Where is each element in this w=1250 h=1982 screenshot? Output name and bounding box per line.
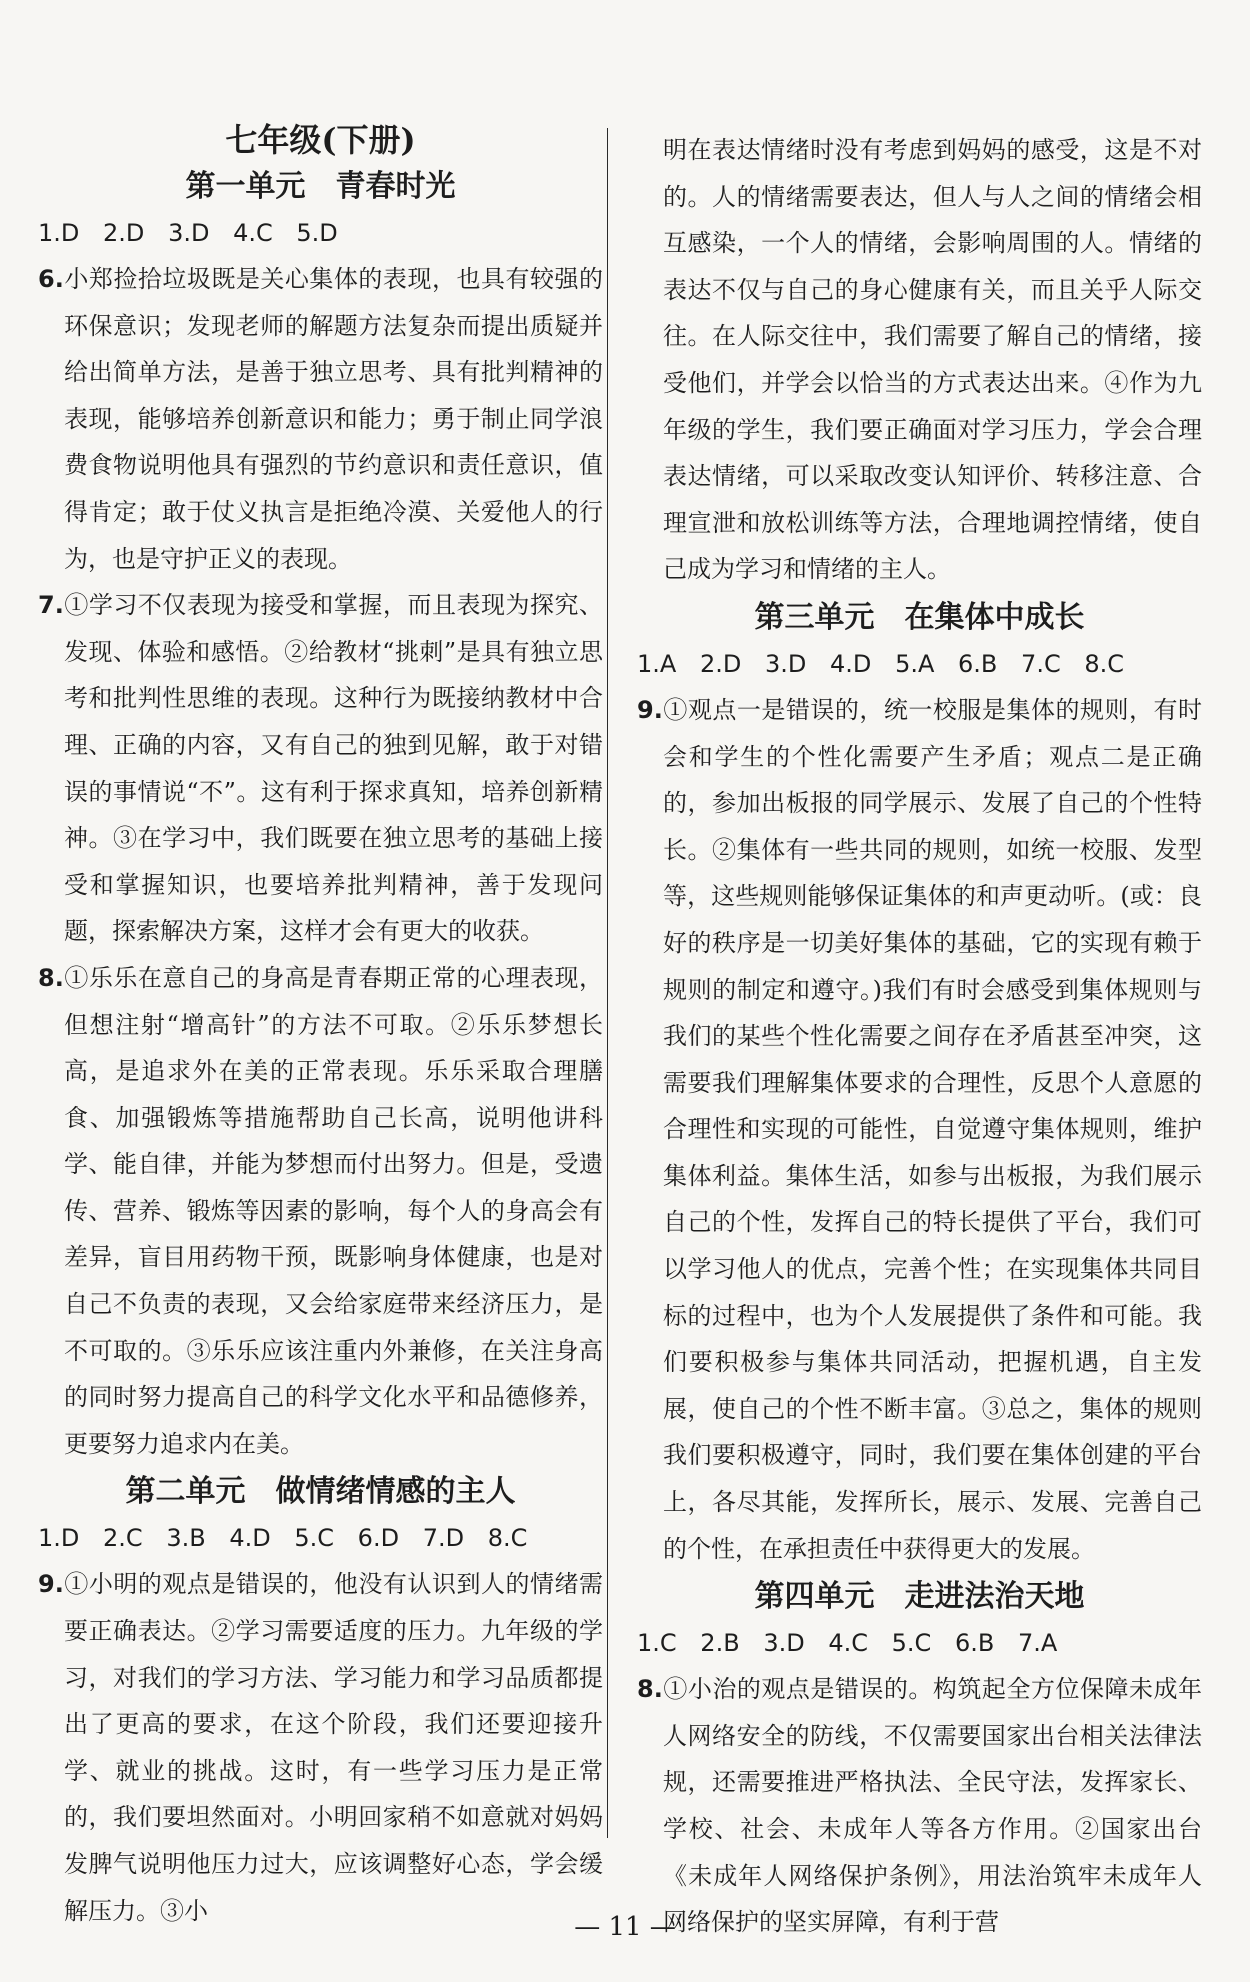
mc-answer: 7.C [1021, 649, 1061, 678]
unit1-q6 [38, 256, 603, 582]
grade-title: 七年级(下册) [225, 121, 416, 159]
mc-answer: 5.D [296, 219, 338, 247]
unit3-q9 [637, 687, 1202, 1572]
mc-answer: 4.D [229, 1524, 271, 1553]
question-number: 8. [637, 1675, 663, 1704]
unit3-mc-answers [637, 645, 1202, 683]
question-number: 6. [38, 265, 64, 293]
mc-answer: 1.D [38, 219, 80, 247]
mc-answer: 7.A [1017, 1629, 1058, 1658]
mc-answer: 1.C [637, 1629, 677, 1658]
mc-answer: 5.C [294, 1524, 335, 1553]
answer-text: ①学习不仅表现为接受和掌握，而且表现为探究、发现、体验和感悟。②给教材“挑刺”是具有独立思考和批判性思维的表现。这种行为既接纳教材中合理、正确的内容，又有自己的独到见解，敢于对错误的事情说“不”。这有利于探求真知，培养创新精神。③在学习中，我们既要在独立思考的基础上接受和掌握知识，也要培养批判精神，善于发现问题，探索解决方案，这样才会有更大的收获。 [63, 591, 603, 946]
unit2-mc-answers [38, 1519, 603, 1557]
mc-answer: 7.D [422, 1524, 465, 1553]
answer-text: ①小治的观点是错误的。构筑起全方位保障未成年人网络安全的防线，不仅需要国家出台相关法律法规，还需要推进严格执法、全民守法，发挥家长、学校、社会、未成年人等各方作用。②国家出台《未成年人网络保护条例》，用法治筑牢未成年人网络保护的坚实屏障，有利于营 [662, 1675, 1202, 1937]
unit4-q8 [637, 1666, 1202, 1946]
answer-text: ①小明的观点是错误的，他没有认识到人的情绪需要正确表达。②学习需要适度的压力。九年级的学习，对我们的学习方法、学习能力和学习品质都提出了更高的要求，在这个阶段，我们还要迎接升学、就业的挑战。这时，有一些学习压力是正常的，我们要坦然面对。小明回家稍不如意就对妈妈发脾气说明他压力过大，应该调整好心态，学会缓解压力。③小 [63, 1570, 603, 1925]
mc-answer: 8.C [1084, 649, 1124, 678]
right-column [637, 127, 1202, 1946]
mc-answer: 6.D [357, 1524, 400, 1553]
mc-answer: 6.B [954, 1629, 995, 1658]
column-divider [607, 128, 608, 1838]
unit4-title: 第四单元 走进法治天地 [754, 1579, 1085, 1615]
mc-answer: 8.C [487, 1524, 528, 1553]
mc-answer: 3.D [765, 649, 807, 678]
mc-answer: 1.D [38, 1524, 80, 1553]
mc-answer: 4.C [233, 219, 273, 247]
question-number: 9. [38, 1570, 64, 1599]
mc-answer: 4.C [828, 1629, 868, 1658]
mc-answer: 5.C [891, 1629, 932, 1658]
mc-answer: 4.D [830, 649, 872, 678]
question-number: 7. [38, 591, 64, 620]
unit2-title: 第二单元 做情绪情感的主人 [125, 1474, 516, 1510]
question-number: 8. [38, 963, 64, 992]
mc-answer: 2.D [699, 649, 742, 678]
answer-text: ①观点一是错误的，统一校服是集体的规则，有时会和学生的个性化需要产生矛盾；观点二是正确的，参加出板报的同学展示、发展了自己的个性特长。②集体有一些共同的规则，如统一校服、发型等，这些规则能够保证集体的和声更动听。(或：良好的秩序是一切美好集体的基础，它的实现有赖于规则的制定和遵守。)我们有时会感受到集体规则与我们的某些个性化需要之间存在矛盾甚至冲突，这需要我们理解集体要求的合理性，反思个人意愿的合理性和实现的可能性，自觉遵守集体规则，维护集体利益。集体生活，如参与出板报，为我们展示自己的个性，发挥自己的特长提供了平台，我们可以学习他人的优点，完善个性；在实现集体共同目标的过程中，也为个人发展提供了条件和可能。我们要积极参与集体共同活动，把握机遇，自主发展，使自己的个性不断丰富。③总之，集体的规则我们要积极遵守，同时，我们要在集体创建的平台上，各尽其能，发挥所长，展示、发展、完善自己的个性，在承担责任中获得更大的发展。 [662, 695, 1202, 1563]
mc-answer: 2.D [103, 219, 145, 247]
unit1-q8 [38, 955, 603, 1468]
mc-answer: 6.B [958, 649, 998, 678]
unit4-mc-answers [637, 1624, 1202, 1662]
mc-answer: 1.A [637, 649, 677, 678]
answer-text: ①乐乐在意自己的身高是青春期正常的心理表现，但想注射“增高针”的方法不可取。②乐乐梦想长高，是追求外在美的正常表现。乐乐采取合理膳食、加强锻炼等措施帮助自己长高，说明他讲科学、能自律，并能为梦想而付出努力。但是，受遗传、营养、锻炼等因素的影响，每个人的身高会有差异，盲目用药物干预，既影响身体健康，也是对自己不负责的表现，又会给家庭带来经济压力，是不可取的。③乐乐应该注重内外兼修，在关注身高的同时努力提高自己的科学文化水平和品德修养，更要努力追求内在美。 [63, 963, 603, 1458]
left-column [38, 118, 603, 1934]
mc-answer: 3.B [166, 1524, 206, 1553]
mc-answer: 3.D [168, 219, 210, 247]
question-number: 9. [637, 695, 663, 724]
unit1-mc-answers [38, 214, 603, 252]
mc-answer: 2.B [700, 1629, 740, 1658]
unit1-title: 第一单元 青春时光 [185, 169, 456, 204]
answer-text: 小郑捡拾垃圾既是关心集体的表现，也具有较强的环保意识；发现老师的解题方法复杂而提出质疑并给出简单方法，是善于独立思考、具有批判精神的表现，能够培养创新意识和能力；勇于制止同学浪费食物说明他具有强烈的节约意识和责任意识，值得肯定；敢于仗义执言是拒绝冷漠、关爱他人的行为，也是守护正义的表现。 [63, 265, 603, 573]
page-number: — 11 — [574, 1912, 676, 1942]
unit2-q9-continued: 明在表达情绪时没有考虑到妈妈的感受，这是不对的。人的情绪需要表达，但人与人之间的情绪会相互感染，一个人的情绪，会影响周围的人。情绪的表达不仅与自己的身心健康有关，而且关乎人际交往。在人际交往中，我们需要了解自己的情绪，接受他们，并学会以恰当的方式表达出来。④作为九年级的学生，我们要正确面对学习压力，学会合理表达情绪，可以采取改变认知评价、转移注意、合理宣泄和放松训练等方法，合理地调控情绪，使自己成为学习和情绪的主人。 [663, 136, 1202, 584]
unit3-title: 第三单元 在集体中成长 [754, 599, 1085, 635]
unit2-q9 [38, 1561, 603, 1934]
mc-answer: 5.A [895, 649, 935, 678]
mc-answer: 3.D [763, 1629, 805, 1658]
unit1-q7 [38, 582, 603, 955]
mc-answer: 2.C [103, 1524, 143, 1553]
